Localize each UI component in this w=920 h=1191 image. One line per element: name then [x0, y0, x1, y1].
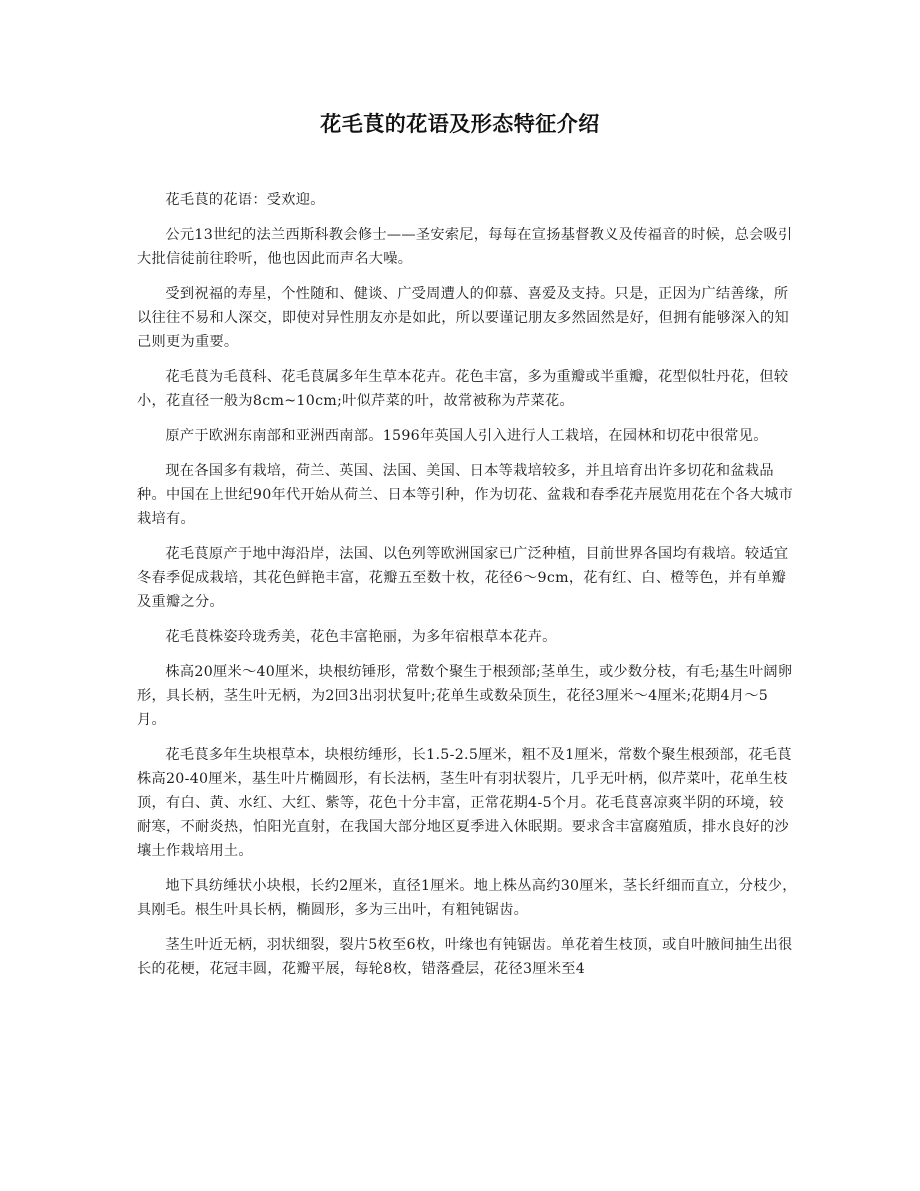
paragraph-roots: 地下具纺缍状小块根，长约2厘米，直径1厘米。地上株丛高约30厘米，茎长纤细而直立，分枝少，具刚毛。根生叶具长柄，椭圆形，多为三出叶，有粗钝锯齿。 — [137, 878, 797, 918]
paragraph-personality: 受到祝福的寿星，个性随和、健谈、广受周遭人的仰慕、喜爱及支持。只是，正因为广结善缘，所以往往不易和人深交，即使对异性朋友亦是如此，所以要谨记朋友多然固然是好，但拥有能够深入的知己则更为重要。 — [137, 286, 789, 350]
paragraph-origin: 原产于欧洲东南部和亚洲西南部。1596年英国人引入进行人工栽培，在园林和切花中很常见。 — [165, 428, 768, 444]
paragraph-classification: 花毛茛为毛茛科、花毛茛属多年生草本花卉。花色丰富，多为重瓣或半重瓣，花型似牡丹花，但较小，花直径一般为8cm~10cm;叶似芹菜的叶，故常被称为芹菜花。 — [137, 369, 789, 409]
paragraph-plant-height: 株高20厘米～40厘米，块根纺锤形，常数个聚生于根颈部;茎单生，或少数分枝，有毛;基生叶阔卵形，具长柄，茎生叶无柄，为2回3出羽状复叶;花单生或数朵顶生，花径3厘米～4厘米;花期4月～5月。 — [137, 664, 793, 728]
paragraph-cultivation: 现在各国多有栽培，荷兰、英国、法国、美国、日本等栽培较多，并且培育出许多切花和盆栽品种。中国在上世纪90年代开始从荷兰、日本等引种，作为切花、盆栽和春季花卉展览用花在个各大城市栽培有。 — [137, 463, 794, 527]
paragraph-morphology: 花毛茛多年生块根草本，块根纺缍形，长1.5-2.5厘米，粗不及1厘米，常数个聚生根颈部，花毛茛株高20-40厘米，基生叶片椭圆形，有长法柄，茎生叶有羽状裂片，几乎无叶柄，似芹菜叶，花单生枝顶，有白、黄、水红、大红、紫等，花色十分丰富，正常花期4-5个月。花毛茛喜凉爽半阴的环境，较耐寒，不耐炎热，怕阳光直射，在我国大部分地区夏季进入休眠期。要求含丰富腐殖质，排水良好的沙壤土作栽培用土。 — [137, 747, 792, 859]
paragraph-appearance: 花毛茛株姿玲珑秀美，花色丰富艳丽，为多年宿根草本花卉。 — [165, 629, 557, 645]
paragraph-flower-language: 花毛茛的花语：受欢迎。 — [165, 192, 325, 208]
article-body — [137, 188, 797, 992]
paragraph-stem-leaves: 茎生叶近无柄，羽状细裂，裂片5枚至6枚，叶缘也有钝锯齿。单花着生枝顶，或自叶腋间抽生出很长的花梗，花冠丰圆，花瓣平展，每轮8枚，错落叠层，花径3厘米至4 — [137, 937, 793, 977]
paragraph-mediterranean: 花毛茛原产于地中海沿岸，法国、以色列等欧洲国家已广泛种植，目前世界各国均有栽培。较适宜冬春季促成栽培，其花色鲜艳丰富，花瓣五至数十枚，花径6～9cm，花有红、白、橙等色，并有单瓣及重瓣之分。 — [137, 546, 789, 610]
page-title: 花毛茛的花语及形态特征介绍 — [320, 111, 600, 136]
paragraph-saint-anthony: 公元13世纪的法兰西斯科教会修士——圣安索尼，每每在宣扬基督教义及传福音的时候，总会吸引大批信徒前往聆听，他也因此而声名大噪。 — [137, 227, 793, 267]
